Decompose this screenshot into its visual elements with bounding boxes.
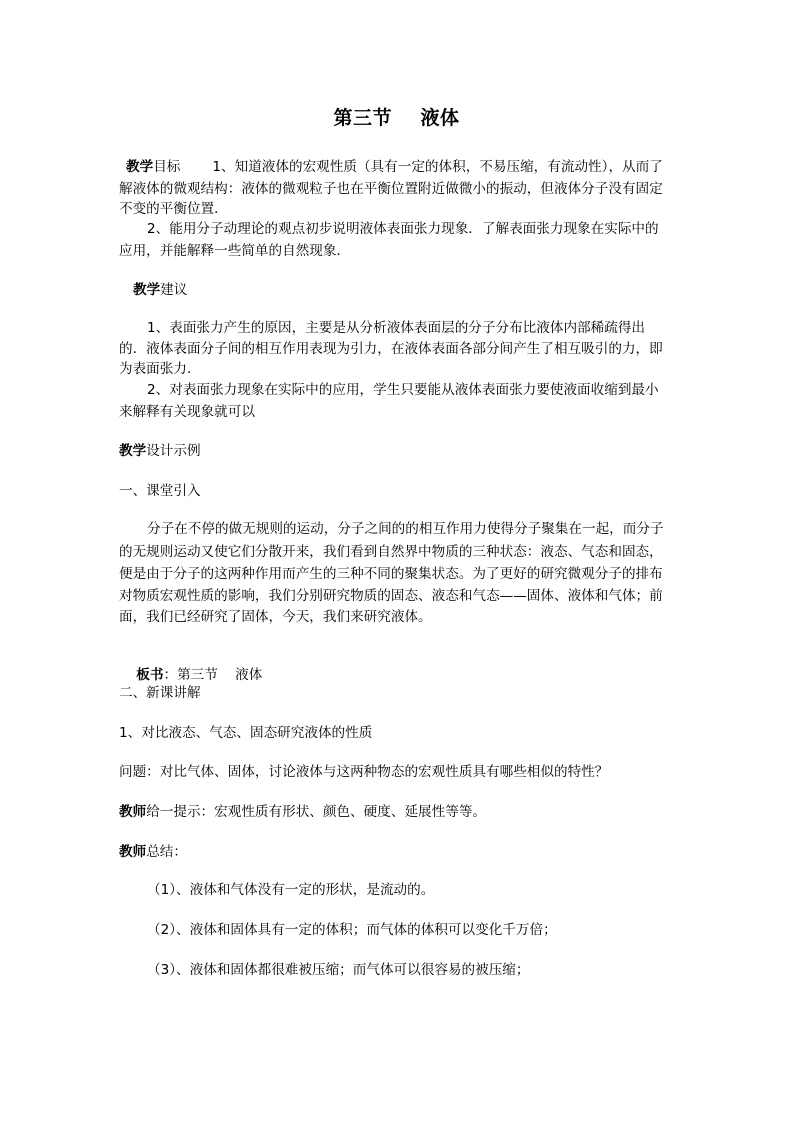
suggestions-label-rest: 建议 — [160, 282, 188, 298]
design-label: 教学 — [119, 443, 147, 459]
intro-line-1: 分子在不停的做无规则的运动，分子之间的的相互作用力使得分子聚集在一起，而分子 — [147, 521, 664, 537]
intro-line-2: 的无规则运动又使它们分散开来，我们看到自然界中物质的三种状态：液态、气态和固态， — [119, 544, 663, 560]
design-label-rest: 设计示例 — [146, 443, 201, 459]
objectives-label: 教学 — [126, 159, 154, 175]
objectives-p1-line1: 1、知道液体的宏观性质（具有一定的体积，不易压缩，有流动性），从而了 — [212, 159, 663, 175]
lecture-heading: 二、新课讲解 — [119, 685, 201, 701]
summary-point-1: （1）、液体和气体没有一定的形状，是流动的。 — [147, 882, 435, 898]
teacher-summary-label: 教师 — [119, 844, 147, 860]
objectives-p1-line3: 不变的平衡位置． — [119, 201, 228, 217]
intro-line-5: 面，我们已经研究了固体，今天，我们来研究液体。 — [119, 609, 432, 625]
board-label: 板书 — [136, 667, 164, 683]
teacher-hint-label: 教师 — [119, 804, 147, 820]
suggestions-label: 教学 — [133, 282, 161, 298]
lecture-question: 问题：对比气体、固体，讨论液体与这两种物态的宏观性质具有哪些相似的特性？ — [119, 764, 609, 780]
intro-line-4: 对物质宏观性质的影响，我们分别研究物质的固态、液态和气态——固体、液体和气体；前 — [119, 588, 663, 604]
objectives-p2-line2: 应用，并能解释一些简单的自然现象． — [119, 243, 351, 259]
objectives-line-1 — [126, 157, 663, 177]
page-title: 第三节 液体 — [333, 107, 460, 129]
suggestions-heading — [133, 280, 187, 300]
intro-line-3: 便是由于分子的这两种作用而产生的三种不同的聚集状态。为了更好的研究微观分子的排布 — [119, 566, 663, 582]
suggestions-p2-line1: 2、对表面张力现象在实际中的应用，学生只要能从液体表面张力要使液面收缩到最小 — [147, 382, 659, 398]
suggestions-p1-line3: 为表面张力． — [119, 361, 201, 377]
teacher-summary — [119, 842, 187, 862]
suggestions-p1-line1: 1、表面张力产生的原因，主要是从分析液体表面层的分子分布比液体内部稀疏得出 — [147, 320, 646, 336]
objectives-p1-line2: 解液体的微观结构：液体的微观粒子也在平衡位置附近做微小的振动，但液体分子没有固定 — [119, 181, 663, 197]
board-text: ：第三节 液体 — [163, 667, 263, 683]
teacher-summary-text: 总结： — [146, 844, 187, 860]
summary-point-2: （2）、液体和固体具有一定的体积；而气体的体积可以变化千万倍； — [147, 922, 557, 938]
intro-heading: 一、课堂引入 — [119, 483, 201, 499]
teacher-hint-text: 给一提示：宏观性质有形状、颜色、硬度、延展性等等。 — [146, 804, 487, 820]
suggestions-p2-line2: 来解释有关现象就可以 — [119, 404, 255, 420]
lecture-subheading-1: 1、对比液态、气态、固态研究液体的性质 — [119, 725, 373, 741]
design-heading — [119, 441, 201, 461]
objectives-p2-line1: 2、能用分子动理论的观点初步说明液体表面张力现象．了解表面张力现象在实际中的 — [147, 221, 659, 237]
teacher-hint — [119, 802, 486, 822]
suggestions-p1-line2: 的．液体表面分子间的相互作用表现为引力，在液体表面各部分间产生了相互吸引的力，即 — [119, 341, 663, 357]
objectives-label-rest: 目标 — [153, 159, 181, 175]
summary-point-3: （3）、液体和固体都很难被压缩；而气体可以很容易的被压缩； — [147, 962, 530, 978]
